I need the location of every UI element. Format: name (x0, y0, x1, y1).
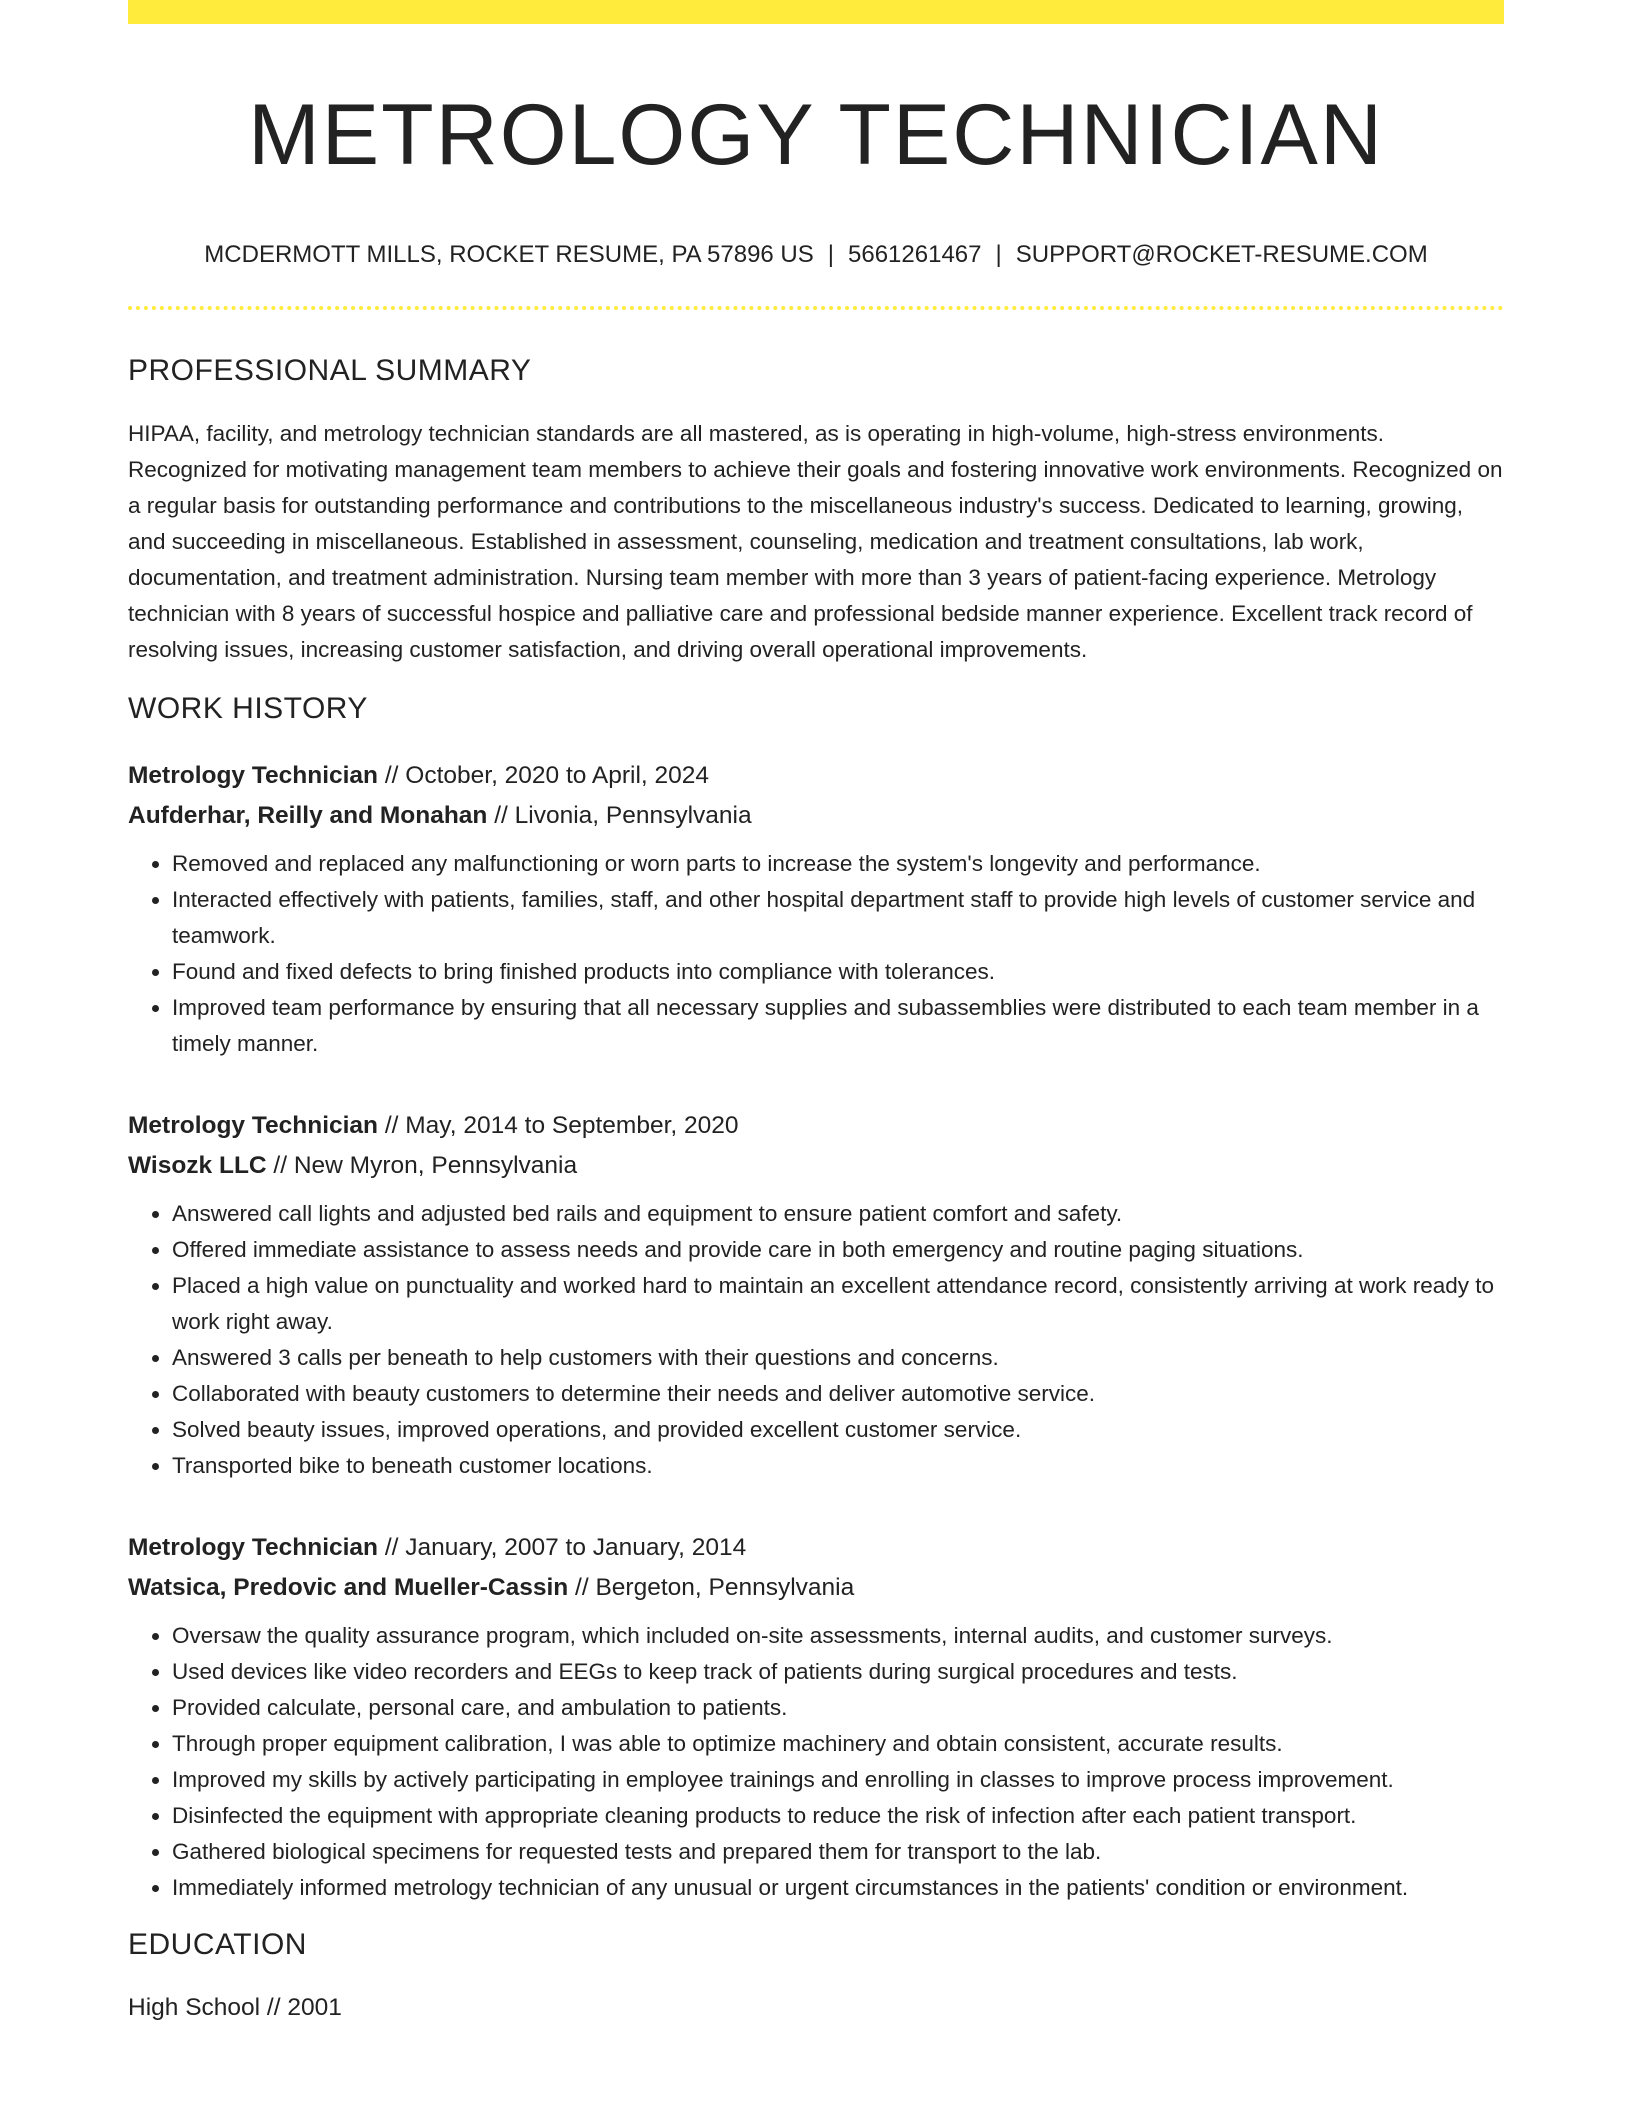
accent-top-bar (128, 0, 1504, 24)
job-role: Metrology Technician (128, 1534, 379, 1562)
job-location: Livonia, Pennsylvania (514, 802, 752, 830)
job-company-line: Wisozk LLC // New Myron, Pennsylvania (128, 1152, 578, 1180)
job-bullet: • Immediately informed metrology technician of any unusual or urgent circumstances in the patients' condition or environment. (172, 1870, 1504, 1906)
job-bullet: • Used devices like video recorders and EEGs to keep track of patients during surgical procedures and tests. (172, 1654, 1504, 1690)
job-dates: January, 2007 to January, 2014 (405, 1534, 747, 1562)
job-bullet: • Transported bike to beneath customer locations. (172, 1448, 1504, 1484)
job-bullet: • Removed and replaced any malfunctioning or worn parts to increase the system's longevity and performance. (172, 846, 1504, 882)
job-bullet: • Offered immediate assistance to assess needs and provide care in both emergency and routine paging situations. (172, 1232, 1504, 1268)
job-company: Wisozk LLC (128, 1152, 267, 1180)
job-bullet: • Improved my skills by actively participating in employee trainings and enrolling in classes to improve process improvement. (172, 1762, 1504, 1798)
job-bullet: • Answered 3 calls per beneath to help customers with their questions and concerns. (172, 1340, 1504, 1376)
job-dates: October, 2020 to April, 2024 (405, 762, 710, 790)
job-bullet: • Interacted effectively with patients, families, staff, and other hospital department staff to provide high levels of customer service and teamwork. (172, 882, 1504, 954)
job-bullet-list (128, 846, 1504, 1062)
contact-separator: | (995, 241, 1002, 269)
job-entry (128, 1106, 1504, 1484)
job-location: New Myron, Pennsylvania (293, 1152, 578, 1180)
job-bullet: • Placed a high value on punctuality and worked hard to maintain an excellent attendance record, consistently arriving at work ready to work right away. (172, 1268, 1504, 1340)
job-role: Metrology Technician (128, 762, 379, 790)
dotted-divider (128, 306, 1504, 310)
contact-line (128, 239, 1504, 270)
job-bullet: • Found and fixed defects to bring finished products into compliance with tolerances. (172, 954, 1504, 990)
job-bullet: • Collaborated with beauty customers to determine their needs and deliver automotive service. (172, 1376, 1504, 1412)
job-bullet: • Answered call lights and adjusted bed rails and equipment to ensure patient comfort and safety. (172, 1196, 1504, 1232)
resume-page (128, 0, 1504, 2028)
resume-name-title: METROLOGY TECHNICIAN (248, 87, 1384, 183)
education-entry: High School // 2001 (128, 1994, 342, 2022)
job-entry (128, 756, 1504, 1062)
job-bullet-list (128, 1196, 1504, 1484)
contact-address: MCDERMOTT MILLS, ROCKET RESUME, PA 57896 US (204, 241, 814, 269)
job-bullet: • Provided calculate, personal care, and ambulation to patients. (172, 1690, 1504, 1726)
job-bullet: • Disinfected the equipment with appropriate cleaning products to reduce the risk of infection after each patient transport. (172, 1798, 1504, 1834)
job-role: Metrology Technician (128, 1112, 379, 1140)
job-company-line: Watsica, Predovic and Mueller-Cassin // Bergeton, Pennsylvania (128, 1574, 855, 1602)
job-bullet: • Through proper equipment calibration, I was able to optimize machinery and obtain consistent, accurate results. (172, 1726, 1504, 1762)
job-company: Watsica, Predovic and Mueller-Cassin (128, 1574, 569, 1602)
contact-phone: 5661261467 (848, 241, 982, 269)
job-bullet: • Gathered biological specimens for requested tests and prepared them for transport to the lab. (172, 1834, 1504, 1870)
summary-text: HIPAA, facility, and metrology technician standards are all mastered, as is operating in high-volume, high-stress environments. Recognized for motivating management team members to achieve their goals and fostering innovative work environments. Recognized on a regular basis for outstanding performance and contributions to the miscellaneous industry's success. Dedicated to learning, growing, and succeeding in miscellaneous. Established in assessment, counseling, medication and treatment consultations, lab work, documentation, and treatment administration. Nursing team member with more than 3 years of patient-facing experience. Metrology technician with 8 years of successful hospice and palliative care and professional bedside manner experience. Excellent track record of resolving issues, increasing customer satisfaction, and driving overall operational improvements. (128, 421, 1503, 663)
contact-email: SUPPORT@ROCKET-RESUME.COM (1015, 241, 1428, 269)
job-bullet-list (128, 1618, 1504, 1906)
job-bullet: • Solved beauty issues, improved operations, and provided excellent customer service. (172, 1412, 1504, 1448)
job-company: Aufderhar, Reilly and Monahan (128, 802, 488, 830)
job-dates: May, 2014 to September, 2020 (405, 1112, 739, 1140)
job-role-line: Metrology Technician // May, 2014 to September, 2020 (128, 1112, 739, 1140)
job-company-line: Aufderhar, Reilly and Monahan // Livonia, Pennsylvania (128, 802, 752, 830)
education-heading: EDUCATION (128, 1928, 307, 1962)
job-location: Bergeton, Pennsylvania (595, 1574, 855, 1602)
job-bullet: • Improved team performance by ensuring that all necessary supplies and subassemblies were distributed to each team member in a timely manner. (172, 990, 1504, 1062)
job-bullet: • Oversaw the quality assurance program, which included on-site assessments, internal audits, and customer surveys. (172, 1618, 1504, 1654)
job-entry (128, 1528, 1504, 1906)
work-history-heading: WORK HISTORY (128, 692, 368, 726)
contact-separator: | (827, 241, 835, 269)
job-role-line: Metrology Technician // October, 2020 to April, 2024 (128, 762, 710, 790)
job-role-line: Metrology Technician // January, 2007 to January, 2014 (128, 1534, 747, 1562)
summary-heading: PROFESSIONAL SUMMARY (128, 354, 532, 388)
